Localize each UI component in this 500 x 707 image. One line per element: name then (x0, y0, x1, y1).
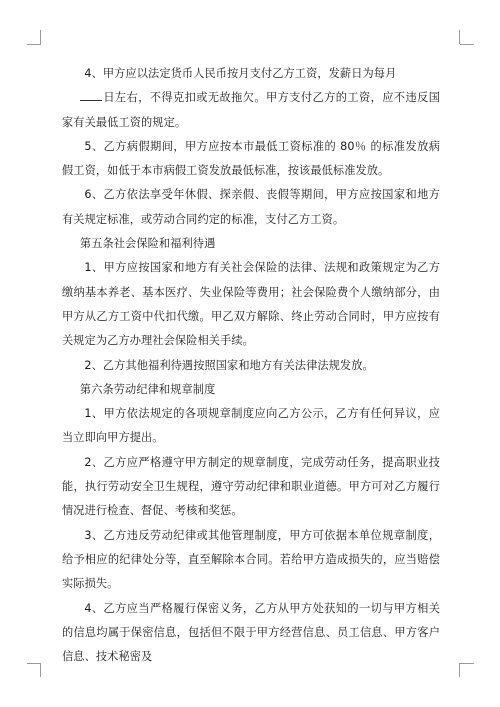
clause-3-violation: 3、乙方违反劳动纪律或其他管理制度，甲方可依据本单位规章制度，给予相应的纪律处分等，直至解除本合同。若给甲方造成损失的，应当赔偿实际损失。 (62, 528, 440, 591)
clause-1-rules-publicity: 1、甲方依法规定的各项规章制度应向乙方公示，乙方有任何异议，应当立即向甲方提出。 (62, 407, 440, 445)
crop-mark-bottom-left-horizontal (27, 663, 41, 664)
crop-mark-top-right-horizontal (460, 44, 474, 45)
clause-5-sick-leave: 5、乙方病假期间，甲方应按本市最低工资标准的 80％ 的标准发放病假工资，如低于本市病假工资发放最低标准，按该最低标准发放。 (62, 139, 440, 178)
fill-in-blank (80, 89, 102, 101)
clause-2-comply-rules: 2、乙方应严格遵守甲方制定的规章制度，完成劳动任务，提高职业技能，执行劳动安全卫生规程，遵守劳动纪律和职业道德。甲方可对乙方履行情况进行检查、督促、考核和奖惩。 (62, 455, 440, 518)
crop-mark-bottom-right-horizontal (460, 663, 474, 664)
section-heading-social-insurance: 第五条社会保险和福利待遇 (79, 237, 216, 251)
clause-4-continuation-text: 日左右，不得克扣或无故拖欠。甲方支付乙方的工资，应不违反国家有关最低工资的规定。 (62, 91, 440, 129)
clause-1-social-insurance: 1、甲方应按国家和地方有关社会保险的法律、法规和政策规定为乙方缴纳基本养老、基本医疗、失业保险等费用；社会保险费个人缴纳部分，由甲方从乙方工资中代扣代缴。甲乙双方解除、终止劳动合同时，甲方应按有关规定为乙方办理社会保险相关手续。 (62, 261, 440, 348)
section-heading-labor-discipline: 第六条劳动纪律和规章制度 (79, 382, 216, 396)
clause-4-continuation (62, 86, 440, 135)
crop-mark-bottom-left-vertical (40, 663, 41, 677)
clause-6-leave-pay: 6、乙方依法享受年休假、探亲假、丧假等期间，甲方应按国家和地方有关规定标准，或劳动合同约定的标准，支付乙方工资。 (62, 188, 440, 226)
crop-mark-top-right-vertical (459, 30, 460, 44)
clause-4-confidentiality: 4、乙方应当严格履行保密义务，乙方从甲方处获知的一切与甲方相关的信息均属于保密信息，包括但不限于甲方经营信息、员工信息、甲方客户信息、技术秘密及 (62, 601, 440, 664)
crop-mark-top-left-vertical (40, 30, 41, 44)
clause-4-wage-payment: 4、甲方应以法定货币人民币按月支付乙方工资，发薪日为每月 (84, 67, 397, 80)
document-body (62, 62, 440, 669)
crop-mark-top-left-horizontal (27, 44, 41, 45)
crop-mark-bottom-right-vertical (459, 663, 460, 677)
clause-2-welfare: 2、乙方其他福利待遇按照国家和地方有关法律法规发放。 (84, 358, 374, 372)
